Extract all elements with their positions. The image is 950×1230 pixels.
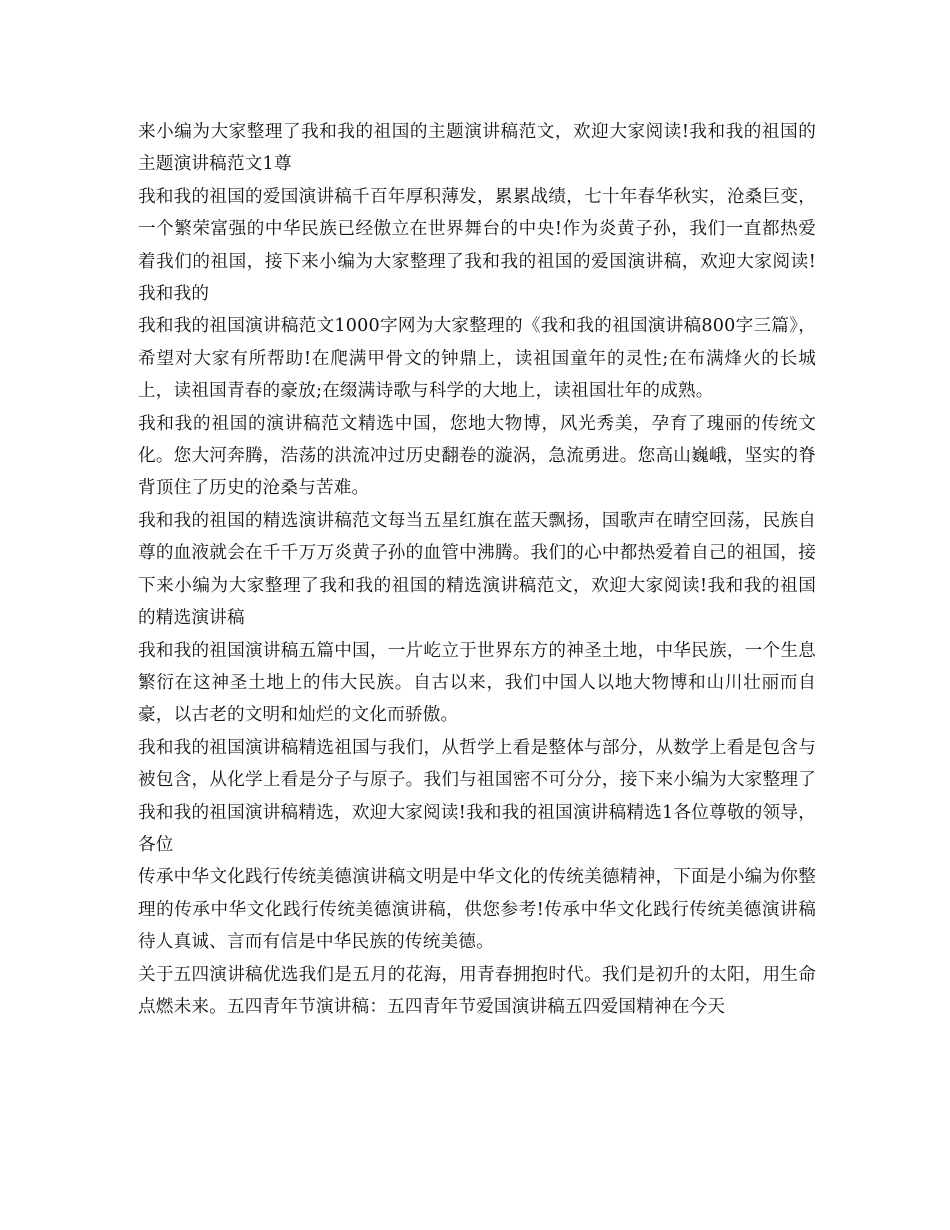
paragraph-4: 我和我的祖国的演讲稿范文精选中国，您地大物博，风光秀美，孕育了瑰丽的传统文化。您大河奔腾，浩荡的洪流冲过历史翻卷的漩涡，急流勇进。您高山巍峨，坚实的脊背顶住了历史的沧桑与苦难。 <box>138 413 816 499</box>
paragraph-2: 我和我的祖国的爱国演讲稿千百年厚积薄发，累累战绩，七十年春华秋实，沧桑巨变，一个繁荣富强的中华民族已经傲立在世界舞台的中央!作为炎黄子孙，我们一直都热爱着我们的祖国，接下来小编为大家整理了我和我的祖国的爱国演讲稿，欢迎大家阅读!我和我的 <box>138 186 816 305</box>
paragraph-3: 我和我的祖国演讲稿范文1000字网为大家整理的《我和我的祖国演讲稿800字三篇》，希望对大家有所帮助!在爬满甲骨文的钟鼎上，读祖国童年的灵性;在布满烽火的长城上，读祖国青春的豪放;在缀满诗歌与科学的大地上，读祖国壮年的成熟。 <box>138 316 816 402</box>
paragraph-5: 我和我的祖国的精选演讲稿范文每当五星红旗在蓝天飘扬，国歌声在晴空回荡，民族自尊的血液就会在千千万万炎黄子孙的血管中沸腾。我们的心中都热爱着自己的祖国，接下来小编为大家整理了我和我的祖国的精选演讲稿范文，欢迎大家阅读!我和我的祖国的精选演讲稿 <box>138 510 816 629</box>
paragraph-8: 传承中华文化践行传统美德演讲稿文明是中华文化的传统美德精神，下面是小编为你整理的传承中华文化践行传统美德演讲稿，供您参考!传承中华文化践行传统美德演讲稿待人真诚、言而有信是中华民族的传统美德。 <box>138 867 816 953</box>
paragraph-1: 来小编为大家整理了我和我的祖国的主题演讲稿范文，欢迎大家阅读!我和我的祖国的主题演讲稿范文1尊 <box>138 122 816 175</box>
document-body <box>138 116 816 1023</box>
paragraph-6: 我和我的祖国演讲稿五篇中国，一片屹立于世界东方的神圣土地，中华民族，一个生息繁衍在这神圣土地上的伟大民族。自古以来，我们中国人以地大物博和山川壮丽而自豪，以古老的文明和灿烂的文化而骄傲。 <box>138 640 816 726</box>
paragraph-9: 关于五四演讲稿优选我们是五月的花海，用青春拥抱时代。我们是初升的太阳，用生命点燃未来。五四青年节演讲稿：五四青年节爱国演讲稿五四爱国精神在今天 <box>138 964 816 1017</box>
paragraph-7: 我和我的祖国演讲稿精选祖国与我们，从哲学上看是整体与部分，从数学上看是包含与被包含，从化学上看是分子与原子。我们与祖国密不可分分，接下来小编为大家整理了我和我的祖国演讲稿精选，欢迎大家阅读!我和我的祖国演讲稿精选1各位尊敬的领导，各位 <box>138 737 816 855</box>
